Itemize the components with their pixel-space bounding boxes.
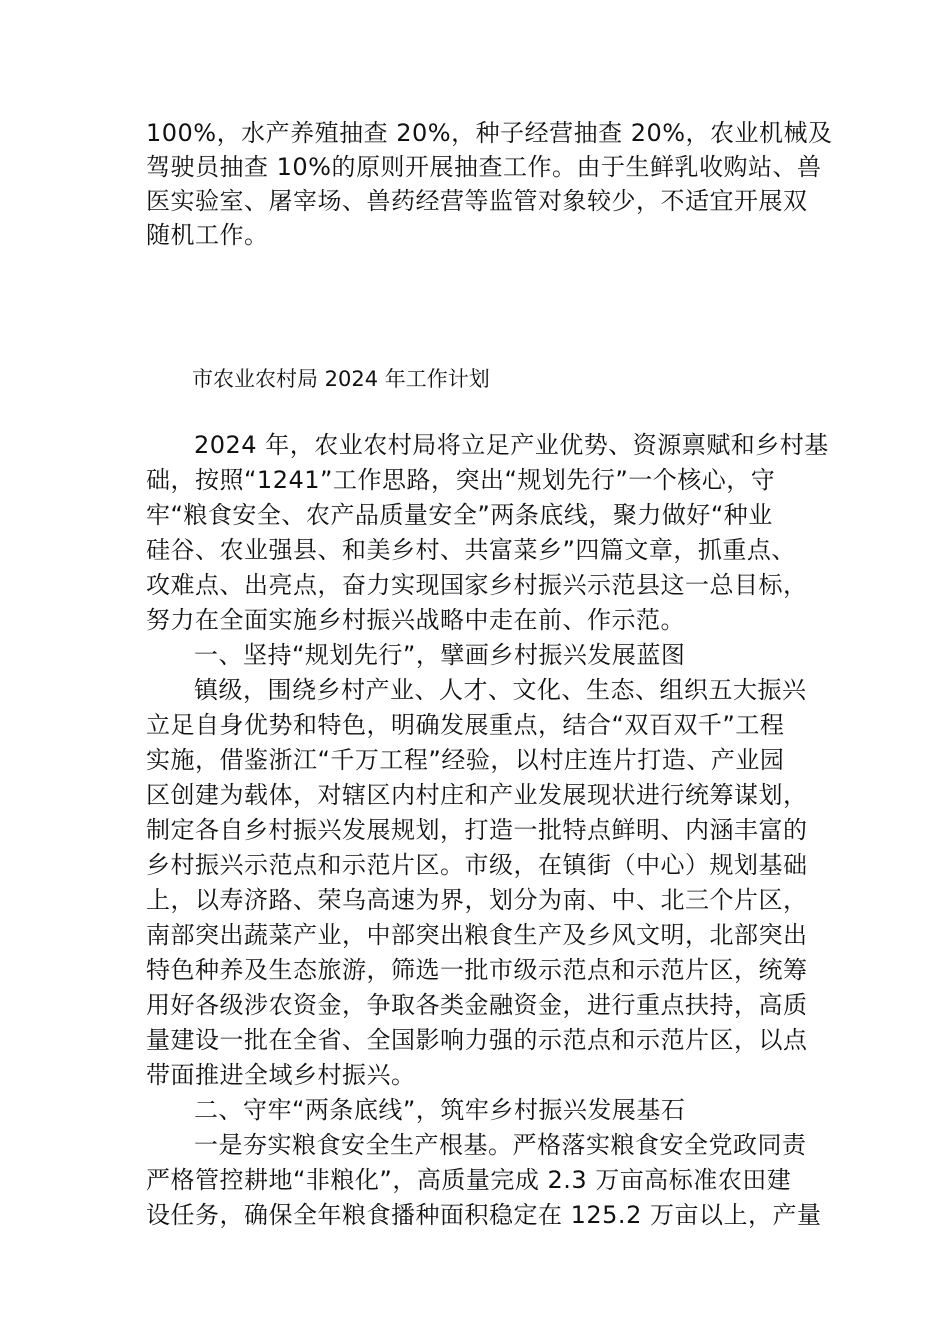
paragraph-line: 努力在全面实施乡村振兴战略中走在前、作示范。 (146, 606, 685, 634)
intro-line-1: 100%，水产养殖抽查 20%，种子经营抽查 20%，农业机械及 (146, 119, 833, 147)
paragraph-line: 用好各级涉农资金，争取各类金融资金，进行重点扶持，高质 (146, 991, 808, 1019)
paragraph-line: 硅谷、农业强县、和美乡村、共富菜乡”四篇文章，抓重点、 (146, 536, 796, 564)
intro-line-2: 驾驶员抽查 10%的原则开展抽查工作。由于生鲜乳收购站、兽 (146, 153, 822, 181)
paragraph-line: 南部突出蔬菜产业，中部突出粮食生产及乡风文明，北部突出 (146, 921, 808, 949)
paragraph-line: 设任务，确保全年粮食播种面积稳定在 125.2 万亩以上，产量 (146, 1201, 822, 1229)
intro-line-3: 医实验室、屠宰场、兽药经营等监管对象较少，不适宜开展双 (146, 187, 808, 215)
document-title: 市农业农村局 2024 年工作计划 (192, 367, 490, 391)
paragraph-line: 牢“粮食安全、农产品质量安全”两条底线，聚力做好“种业 (146, 501, 773, 529)
paragraph-line: 础，按照“1241”工作思路，突出“规划先行”一个核心，守 (146, 466, 776, 494)
paragraph-line: 区创建为载体，对辖区内村庄和产业发展现状进行统筹谋划， (146, 781, 808, 809)
paragraph-line: 攻难点、出亮点，奋力实现国家乡村振兴示范县这一总目标， (146, 571, 808, 599)
paragraph-line: 上，以寿济路、荣乌高速为界，划分为南、中、北三个片区， (146, 886, 808, 914)
paragraph-line: 2024 年，农业农村局将立足产业优势、资源禀赋和乡村基 (194, 431, 829, 459)
paragraph-line: 特色种养及生态旅游，筛选一批市级示范点和示范片区，统筹 (146, 956, 808, 984)
section-heading-1: 一、坚持“规划先行”，擘画乡村振兴发展蓝图 (194, 641, 686, 669)
paragraph-line: 镇级，围绕乡村产业、人才、文化、生态、组织五大振兴 (194, 676, 807, 704)
paragraph-line: 严格管控耕地“非粮化”，高质量完成 2.3 万亩高标准农田建 (146, 1166, 792, 1194)
section-heading-2: 二、守牢“两条底线”，筑牢乡村振兴发展基石 (194, 1096, 686, 1124)
paragraph-line: 制定各自乡村振兴发展规划，打造一批特点鲜明、内涵丰富的 (146, 816, 808, 844)
intro-line-4: 随机工作。 (146, 221, 269, 249)
paragraph-line: 量建设一批在全省、全国影响力强的示范点和示范片区，以点 (146, 1026, 808, 1054)
paragraph-line: 乡村振兴示范点和示范片区。市级，在镇街（中心）规划基础 (146, 851, 808, 879)
paragraph-line: 一是夯实粮食安全生产根基。严格落实粮食安全党政同责 (194, 1131, 807, 1159)
paragraph-line: 立足自身优势和特色，明确发展重点，结合“双百双千”工程 (146, 711, 785, 739)
paragraph-line: 带面推进全域乡村振兴。 (146, 1061, 416, 1089)
paragraph-line: 实施，借鉴浙江“千万工程”经验，以村庄连片打造、产业园 (146, 746, 785, 774)
